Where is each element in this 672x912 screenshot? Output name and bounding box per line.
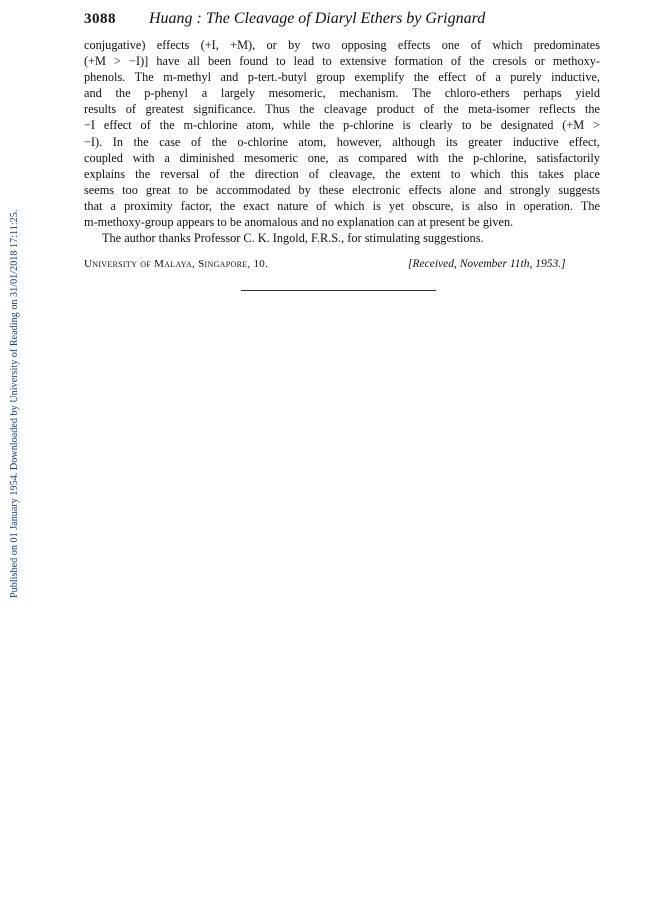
body-line: seems too great to be accommodated by these electronic effects alone and strongly suggests [84,182,600,197]
acknowledgement: The author thanks Professor C. K. Ingold, F.R.S., for stimulating suggestions. [102,231,484,245]
body-line: (+M > −I)] have all been found to lead to extensive formation of the cresols or methoxy- [84,54,600,69]
page-number: 3088 [84,11,116,27]
body-line: phenols. The m-methyl and p-tert.-butyl group exemplify the effect of a purely inductive, [84,70,600,85]
affiliation: University of Malaya, Singapore, 10. [84,258,269,270]
body-line: −I effect of the m-chlorine atom, while the p-chlorine is clearly to be designated (+M > [84,118,600,133]
body-line: explains the reversal of the direction of cleavage, the extent to which this takes place [84,166,600,181]
download-stamp: Published on 01 January 1954. Downloaded by University of Reading on 31/01/2018 17:11:25. [9,209,20,598]
received-date: [Received, November 11th, 1953.] [408,258,566,270]
section-divider [241,290,436,291]
body-line: that a proximity factor, the exact nature of which is yet obscure, is also in operation. The [84,198,600,213]
body-line: and the p-phenyl a largely mesomeric, mechanism. The chloro-ethers perhaps yield [84,86,600,101]
body-line: −I). In the case of the o-chlorine atom, however, although its greater inductive effect, [84,134,600,149]
body-line: coupled with a diminished mesomeric one, as compared with the p-chlorine, satisfactorily [84,150,600,165]
body-line: results of greatest significance. Thus the cleavage product of the meta-isomer reflects the [84,102,600,117]
body-paragraph [84,37,600,230]
body-line: m-methoxy-group appears to be anomalous and no explanation can at present be given. [84,215,514,230]
running-title: Huang : The Cleavage of Diaryl Ethers by Grignard [149,10,486,27]
body-line: conjugative) effects (+I, +M), or by two opposing effects one of which predominates [84,38,600,52]
